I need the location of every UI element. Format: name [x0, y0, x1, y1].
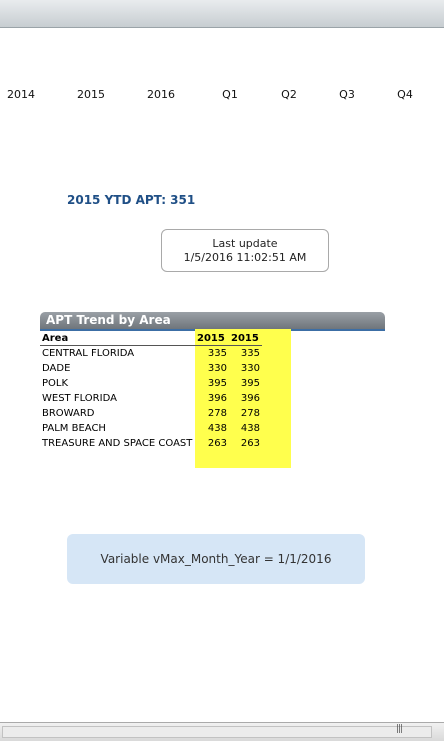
row-area: POLK — [42, 378, 69, 389]
last-update-timestamp: 1/5/2016 11:02:51 AM — [183, 251, 307, 264]
header-col-2015-a[interactable]: 2015 — [197, 333, 225, 344]
row-area: WEST FLORIDA — [42, 393, 117, 404]
row-value-1: 395 — [207, 378, 227, 389]
row-value-2: 395 — [240, 378, 260, 389]
row-value-2: 335 — [240, 348, 260, 359]
row-value-1: 438 — [207, 423, 227, 434]
period-q2[interactable]: Q2 — [281, 88, 297, 101]
period-q1[interactable]: Q1 — [222, 88, 238, 101]
row-value-1: 263 — [207, 438, 227, 449]
table-row[interactable] — [40, 391, 270, 406]
row-value-1: 278 — [207, 408, 227, 419]
row-value-2: 263 — [240, 438, 260, 449]
row-area: DADE — [42, 363, 71, 374]
last-update-box — [161, 229, 329, 272]
scroll-track[interactable] — [2, 726, 432, 738]
period-2015[interactable]: 2015 — [77, 88, 105, 101]
row-value-1: 335 — [207, 348, 227, 359]
row-value-2: 396 — [240, 393, 260, 404]
row-area: TREASURE AND SPACE COAST — [42, 438, 193, 449]
table-title[interactable]: APT Trend by Area — [40, 312, 385, 329]
period-2014[interactable]: 2014 — [7, 88, 35, 101]
period-q4[interactable]: Q4 — [397, 88, 413, 101]
table-row[interactable] — [40, 376, 270, 391]
header-area[interactable]: Area — [42, 333, 69, 344]
period-2016[interactable]: 2016 — [147, 88, 175, 101]
row-area: CENTRAL FLORIDA — [42, 348, 135, 359]
period-q3[interactable]: Q3 — [339, 88, 355, 101]
variable-display-box: Variable vMax_Month_Year = 1/1/2016 — [67, 534, 365, 584]
row-area: BROWARD — [42, 408, 95, 419]
row-value-2: 438 — [240, 423, 260, 434]
row-value-1: 396 — [207, 393, 227, 404]
table-row[interactable] — [40, 436, 270, 451]
ytd-apt-kpi: 2015 YTD APT: 351 — [67, 193, 196, 207]
table-row[interactable] — [40, 421, 270, 436]
header-col-2015-b[interactable]: 2015 — [231, 333, 259, 344]
period-filter-bar — [0, 88, 444, 104]
horizontal-scrollbar[interactable] — [0, 722, 444, 741]
table-row[interactable] — [40, 346, 270, 361]
app-title-bar — [0, 0, 444, 28]
row-value-1: 330 — [207, 363, 227, 374]
table-row[interactable] — [40, 406, 270, 421]
table-row[interactable] — [40, 361, 270, 376]
apt-trend-table — [40, 312, 385, 472]
last-update-label: Last update — [212, 237, 278, 250]
row-area: PALM BEACH — [42, 423, 106, 434]
row-value-2: 330 — [240, 363, 260, 374]
row-value-2: 278 — [240, 408, 260, 419]
grip-icon[interactable]: ||| — [396, 724, 403, 734]
table-header-row — [40, 331, 262, 346]
